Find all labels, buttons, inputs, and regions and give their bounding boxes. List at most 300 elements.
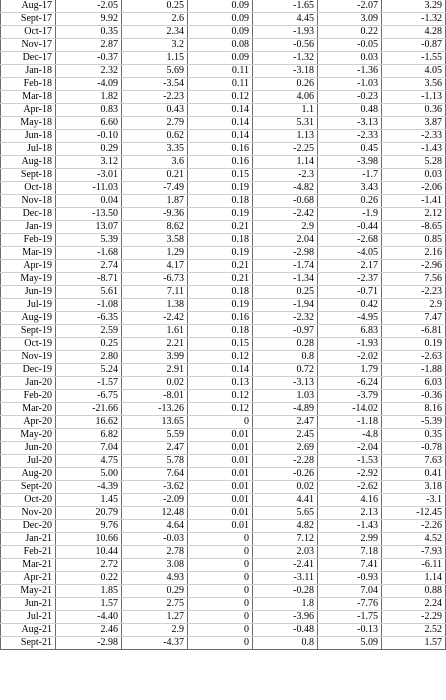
- value-cell: 0.21: [122, 169, 188, 182]
- value-cell: 0.15: [188, 169, 253, 182]
- value-cell: 3.99: [122, 351, 188, 364]
- value-cell: 2.6: [122, 13, 188, 26]
- table-row: [1, 442, 446, 455]
- value-cell: 2.99: [318, 533, 382, 546]
- value-cell: 2.24: [382, 598, 446, 611]
- row-date-cell: Sept-17: [1, 13, 56, 26]
- table-row: [1, 273, 446, 286]
- value-cell: 6.60: [56, 117, 122, 130]
- table-row: [1, 468, 446, 481]
- table-row: [1, 598, 446, 611]
- value-cell: -1.7: [318, 169, 382, 182]
- table-row: [1, 559, 446, 572]
- value-cell: 0: [188, 572, 253, 585]
- value-cell: 0.14: [188, 117, 253, 130]
- value-cell: 7.12: [253, 533, 318, 546]
- value-cell: 13.65: [122, 416, 188, 429]
- value-cell: 1.85: [56, 585, 122, 598]
- row-date-cell: Mar-18: [1, 91, 56, 104]
- value-cell: 0.08: [188, 39, 253, 52]
- value-cell: 2.34: [122, 26, 188, 39]
- value-cell: 4.75: [56, 455, 122, 468]
- table-row: [1, 182, 446, 195]
- row-date-cell: Feb-19: [1, 234, 56, 247]
- table-row: [1, 143, 446, 156]
- value-cell: 2.78: [122, 546, 188, 559]
- row-date-cell: Apr-19: [1, 260, 56, 273]
- value-cell: -1.65: [253, 0, 318, 13]
- value-cell: -3.1: [382, 494, 446, 507]
- value-cell: -1.9: [318, 208, 382, 221]
- table-row: [1, 130, 446, 143]
- value-cell: -1.13: [382, 91, 446, 104]
- table-row: [1, 494, 446, 507]
- value-cell: 1.61: [122, 325, 188, 338]
- value-cell: -6.11: [382, 559, 446, 572]
- row-date-cell: Feb-18: [1, 78, 56, 91]
- value-cell: -0.10: [56, 130, 122, 143]
- value-cell: -3.13: [253, 377, 318, 390]
- value-cell: 16.62: [56, 416, 122, 429]
- value-cell: -1.32: [382, 13, 446, 26]
- value-cell: 0.02: [122, 377, 188, 390]
- value-cell: 1.03: [253, 390, 318, 403]
- value-cell: 2.91: [122, 364, 188, 377]
- value-cell: 1.45: [56, 494, 122, 507]
- table-row: [1, 117, 446, 130]
- row-date-cell: Nov-18: [1, 195, 56, 208]
- value-cell: 4.82: [253, 520, 318, 533]
- row-date-cell: Aug-20: [1, 468, 56, 481]
- value-cell: 0.01: [188, 468, 253, 481]
- table-row: [1, 390, 446, 403]
- value-cell: 7.63: [382, 455, 446, 468]
- value-cell: -0.68: [253, 195, 318, 208]
- value-cell: -1.74: [253, 260, 318, 273]
- value-cell: -0.37: [56, 52, 122, 65]
- row-date-cell: Jun-21: [1, 598, 56, 611]
- value-cell: -8.65: [382, 221, 446, 234]
- value-cell: -3.54: [122, 78, 188, 91]
- value-cell: 0.01: [188, 455, 253, 468]
- value-cell: 0.21: [188, 273, 253, 286]
- value-cell: -0.44: [318, 221, 382, 234]
- value-cell: 2.17: [318, 260, 382, 273]
- value-cell: -2.68: [318, 234, 382, 247]
- value-cell: -13.50: [56, 208, 122, 221]
- value-cell: -6.35: [56, 312, 122, 325]
- value-cell: -1.93: [253, 26, 318, 39]
- value-cell: -2.05: [56, 0, 122, 13]
- value-cell: 1.1: [253, 104, 318, 117]
- value-cell: -1.08: [56, 299, 122, 312]
- table-row: [1, 78, 446, 91]
- value-cell: 0.29: [122, 585, 188, 598]
- value-cell: 12.48: [122, 507, 188, 520]
- table-row: [1, 455, 446, 468]
- value-cell: -6.24: [318, 377, 382, 390]
- value-cell: 0.45: [318, 143, 382, 156]
- value-cell: 2.32: [56, 65, 122, 78]
- value-cell: 8.16: [382, 403, 446, 416]
- value-cell: -0.48: [253, 624, 318, 637]
- table-row: [1, 364, 446, 377]
- value-cell: 0.03: [318, 52, 382, 65]
- value-cell: -2.33: [318, 130, 382, 143]
- table-row: [1, 221, 446, 234]
- value-cell: 0.19: [188, 299, 253, 312]
- value-cell: -3.62: [122, 481, 188, 494]
- value-cell: 1.27: [122, 611, 188, 624]
- row-date-cell: May-21: [1, 585, 56, 598]
- row-date-cell: Jun-18: [1, 130, 56, 143]
- value-cell: 1.57: [382, 637, 446, 650]
- value-cell: 0: [188, 546, 253, 559]
- value-cell: 2.72: [56, 559, 122, 572]
- value-cell: -2.25: [253, 143, 318, 156]
- value-cell: -0.78: [382, 442, 446, 455]
- value-cell: 2.80: [56, 351, 122, 364]
- value-cell: -1.75: [318, 611, 382, 624]
- value-cell: -0.87: [382, 39, 446, 52]
- value-cell: 0.13: [188, 377, 253, 390]
- value-cell: -0.03: [122, 533, 188, 546]
- value-cell: 0.88: [382, 585, 446, 598]
- value-cell: 4.41: [253, 494, 318, 507]
- value-cell: 0.04: [56, 195, 122, 208]
- value-cell: 2.59: [56, 325, 122, 338]
- value-cell: -6.75: [56, 390, 122, 403]
- table-row: [1, 39, 446, 52]
- table-row: [1, 195, 446, 208]
- value-cell: -4.37: [122, 637, 188, 650]
- row-date-cell: Jun-19: [1, 286, 56, 299]
- value-cell: 5.61: [56, 286, 122, 299]
- value-cell: 0.29: [56, 143, 122, 156]
- value-cell: 0.16: [188, 143, 253, 156]
- value-cell: 5.31: [253, 117, 318, 130]
- value-cell: 7.04: [318, 585, 382, 598]
- value-cell: -2.96: [382, 260, 446, 273]
- table-row: [1, 286, 446, 299]
- row-date-cell: Aug-21: [1, 624, 56, 637]
- value-cell: -7.76: [318, 598, 382, 611]
- value-cell: -2.23: [382, 286, 446, 299]
- table-row: [1, 351, 446, 364]
- value-cell: 1.57: [56, 598, 122, 611]
- value-cell: 0.28: [253, 338, 318, 351]
- value-cell: 0: [188, 611, 253, 624]
- row-date-cell: Feb-21: [1, 546, 56, 559]
- row-date-cell: Oct-20: [1, 494, 56, 507]
- table-row: [1, 234, 446, 247]
- value-cell: 5.28: [382, 156, 446, 169]
- value-cell: 6.03: [382, 377, 446, 390]
- value-cell: 4.93: [122, 572, 188, 585]
- row-date-cell: Apr-20: [1, 416, 56, 429]
- table-row: [1, 26, 446, 39]
- value-cell: 0.26: [318, 195, 382, 208]
- row-date-cell: May-20: [1, 429, 56, 442]
- value-cell: 5.65: [253, 507, 318, 520]
- row-date-cell: Jun-20: [1, 442, 56, 455]
- value-cell: 2.16: [382, 247, 446, 260]
- value-cell: -7.93: [382, 546, 446, 559]
- value-cell: -8.01: [122, 390, 188, 403]
- value-cell: 0: [188, 598, 253, 611]
- value-cell: -2.63: [382, 351, 446, 364]
- value-cell: -14.02: [318, 403, 382, 416]
- table-row: [1, 429, 446, 442]
- value-cell: 1.8: [253, 598, 318, 611]
- value-cell: 2.47: [253, 416, 318, 429]
- value-cell: 0.48: [318, 104, 382, 117]
- value-cell: 0.36: [382, 104, 446, 117]
- value-cell: 0.72: [253, 364, 318, 377]
- value-cell: -0.71: [318, 286, 382, 299]
- value-cell: 0.25: [56, 338, 122, 351]
- row-date-cell: Aug-18: [1, 156, 56, 169]
- value-cell: 6.83: [318, 325, 382, 338]
- value-cell: -2.23: [122, 91, 188, 104]
- value-cell: 0: [188, 559, 253, 572]
- value-cell: 8.62: [122, 221, 188, 234]
- value-cell: -9.36: [122, 208, 188, 221]
- value-cell: 4.52: [382, 533, 446, 546]
- value-cell: 10.44: [56, 546, 122, 559]
- value-cell: 0: [188, 585, 253, 598]
- value-cell: 7.11: [122, 286, 188, 299]
- table-row: [1, 520, 446, 533]
- row-date-cell: Aug-17: [1, 0, 56, 13]
- table-row: [1, 104, 446, 117]
- value-cell: 3.08: [122, 559, 188, 572]
- row-date-cell: Sept-20: [1, 481, 56, 494]
- value-cell: -12.45: [382, 507, 446, 520]
- table-row: [1, 260, 446, 273]
- value-cell: 0.19: [188, 182, 253, 195]
- value-cell: 2.04: [253, 234, 318, 247]
- table-row: [1, 65, 446, 78]
- value-cell: -2.62: [318, 481, 382, 494]
- value-cell: 0: [188, 637, 253, 650]
- value-cell: 4.16: [318, 494, 382, 507]
- value-cell: 2.47: [122, 442, 188, 455]
- value-cell: -1.36: [318, 65, 382, 78]
- row-date-cell: Sept-21: [1, 637, 56, 650]
- value-cell: 4.05: [382, 65, 446, 78]
- value-cell: 1.82: [56, 91, 122, 104]
- value-cell: -2.37: [318, 273, 382, 286]
- value-cell: 0.14: [188, 104, 253, 117]
- value-cell: -1.53: [318, 455, 382, 468]
- value-cell: 0.21: [188, 221, 253, 234]
- value-cell: 0.01: [188, 442, 253, 455]
- value-cell: 0.09: [188, 0, 253, 13]
- value-cell: 0.09: [188, 26, 253, 39]
- value-cell: 0.41: [382, 468, 446, 481]
- value-cell: 0.02: [253, 481, 318, 494]
- value-cell: -2.3: [253, 169, 318, 182]
- value-cell: 0.15: [188, 338, 253, 351]
- value-cell: -4.95: [318, 312, 382, 325]
- table-row: [1, 0, 446, 13]
- value-cell: 0.42: [318, 299, 382, 312]
- value-cell: 2.45: [253, 429, 318, 442]
- value-cell: 2.13: [318, 507, 382, 520]
- row-date-cell: Mar-19: [1, 247, 56, 260]
- value-cell: 3.6: [122, 156, 188, 169]
- value-cell: 2.9: [253, 221, 318, 234]
- value-cell: 3.12: [56, 156, 122, 169]
- value-cell: 7.18: [318, 546, 382, 559]
- value-cell: 1.87: [122, 195, 188, 208]
- value-cell: 0.18: [188, 286, 253, 299]
- row-date-cell: May-19: [1, 273, 56, 286]
- value-cell: 5.39: [56, 234, 122, 247]
- value-cell: -6.81: [382, 325, 446, 338]
- value-cell: 9.76: [56, 520, 122, 533]
- row-date-cell: Jan-21: [1, 533, 56, 546]
- value-cell: 6.82: [56, 429, 122, 442]
- value-cell: 7.47: [382, 312, 446, 325]
- row-date-cell: Jan-18: [1, 65, 56, 78]
- value-cell: 0.22: [318, 26, 382, 39]
- value-cell: 5.59: [122, 429, 188, 442]
- row-date-cell: Jan-20: [1, 377, 56, 390]
- row-date-cell: May-18: [1, 117, 56, 130]
- value-cell: 0.01: [188, 494, 253, 507]
- value-cell: -2.98: [56, 637, 122, 650]
- value-cell: -1.88: [382, 364, 446, 377]
- table-row: [1, 156, 446, 169]
- table-row: [1, 325, 446, 338]
- value-cell: 2.9: [382, 299, 446, 312]
- value-cell: 3.43: [318, 182, 382, 195]
- value-cell: -4.05: [318, 247, 382, 260]
- table-row: [1, 481, 446, 494]
- row-date-cell: Jul-19: [1, 299, 56, 312]
- value-cell: 0.18: [188, 195, 253, 208]
- value-cell: -2.29: [382, 611, 446, 624]
- value-cell: 3.87: [382, 117, 446, 130]
- row-date-cell: Dec-17: [1, 52, 56, 65]
- value-cell: -2.32: [253, 312, 318, 325]
- value-cell: 0.19: [188, 208, 253, 221]
- table-row: [1, 507, 446, 520]
- value-cell: 4.64: [122, 520, 188, 533]
- row-date-cell: Oct-17: [1, 26, 56, 39]
- value-cell: 0.03: [382, 169, 446, 182]
- value-cell: 0.14: [188, 364, 253, 377]
- value-cell: 3.2: [122, 39, 188, 52]
- value-cell: 2.87: [56, 39, 122, 52]
- value-cell: 4.06: [253, 91, 318, 104]
- value-cell: 4.17: [122, 260, 188, 273]
- value-cell: -0.13: [318, 624, 382, 637]
- value-cell: 3.56: [382, 78, 446, 91]
- value-cell: 3.18: [382, 481, 446, 494]
- value-cell: 5.09: [318, 637, 382, 650]
- value-cell: 1.14: [253, 156, 318, 169]
- value-cell: -3.18: [253, 65, 318, 78]
- value-cell: -0.28: [253, 585, 318, 598]
- value-cell: 2.12: [382, 208, 446, 221]
- value-cell: 0.18: [188, 234, 253, 247]
- value-cell: 0.18: [188, 325, 253, 338]
- row-date-cell: Apr-21: [1, 572, 56, 585]
- value-cell: -11.03: [56, 182, 122, 195]
- value-cell: 3.09: [318, 13, 382, 26]
- value-cell: -5.39: [382, 416, 446, 429]
- value-cell: 0.22: [56, 572, 122, 585]
- table-row: [1, 208, 446, 221]
- value-cell: 2.69: [253, 442, 318, 455]
- table-row: [1, 13, 446, 26]
- row-date-cell: Mar-20: [1, 403, 56, 416]
- table-row: [1, 585, 446, 598]
- value-cell: 1.14: [382, 572, 446, 585]
- value-cell: -2.42: [122, 312, 188, 325]
- value-cell: 5.69: [122, 65, 188, 78]
- value-cell: 0.8: [253, 351, 318, 364]
- value-cell: 0.16: [188, 156, 253, 169]
- value-cell: -1.43: [318, 520, 382, 533]
- value-cell: 0.09: [188, 13, 253, 26]
- value-cell: 2.46: [56, 624, 122, 637]
- value-cell: 7.56: [382, 273, 446, 286]
- value-cell: 0.09: [188, 52, 253, 65]
- table-row: [1, 533, 446, 546]
- value-cell: -7.49: [122, 182, 188, 195]
- value-cell: 3.58: [122, 234, 188, 247]
- value-cell: 0.26: [253, 78, 318, 91]
- row-date-cell: Dec-19: [1, 364, 56, 377]
- value-cell: 4.45: [253, 13, 318, 26]
- value-cell: 1.29: [122, 247, 188, 260]
- value-cell: 0: [188, 416, 253, 429]
- row-date-cell: Jul-20: [1, 455, 56, 468]
- value-cell: -13.26: [122, 403, 188, 416]
- value-cell: 1.15: [122, 52, 188, 65]
- value-cell: -3.96: [253, 611, 318, 624]
- value-cell: 10.66: [56, 533, 122, 546]
- value-cell: 2.75: [122, 598, 188, 611]
- value-cell: 13.07: [56, 221, 122, 234]
- value-cell: -3.98: [318, 156, 382, 169]
- value-cell: 0.01: [188, 520, 253, 533]
- value-cell: 0.62: [122, 130, 188, 143]
- value-cell: -2.98: [253, 247, 318, 260]
- value-cell: 0.14: [188, 130, 253, 143]
- value-cell: 2.9: [122, 624, 188, 637]
- table-row: [1, 572, 446, 585]
- table-row: [1, 91, 446, 104]
- value-cell: -2.06: [382, 182, 446, 195]
- value-cell: -2.09: [122, 494, 188, 507]
- value-cell: -0.36: [382, 390, 446, 403]
- value-cell: -2.04: [318, 442, 382, 455]
- value-cell: 9.92: [56, 13, 122, 26]
- value-cell: 5.78: [122, 455, 188, 468]
- value-cell: -0.05: [318, 39, 382, 52]
- row-date-cell: Oct-19: [1, 338, 56, 351]
- value-cell: -1.55: [382, 52, 446, 65]
- table-row: [1, 624, 446, 637]
- value-cell: 1.79: [318, 364, 382, 377]
- value-cell: -2.33: [382, 130, 446, 143]
- table-row: [1, 546, 446, 559]
